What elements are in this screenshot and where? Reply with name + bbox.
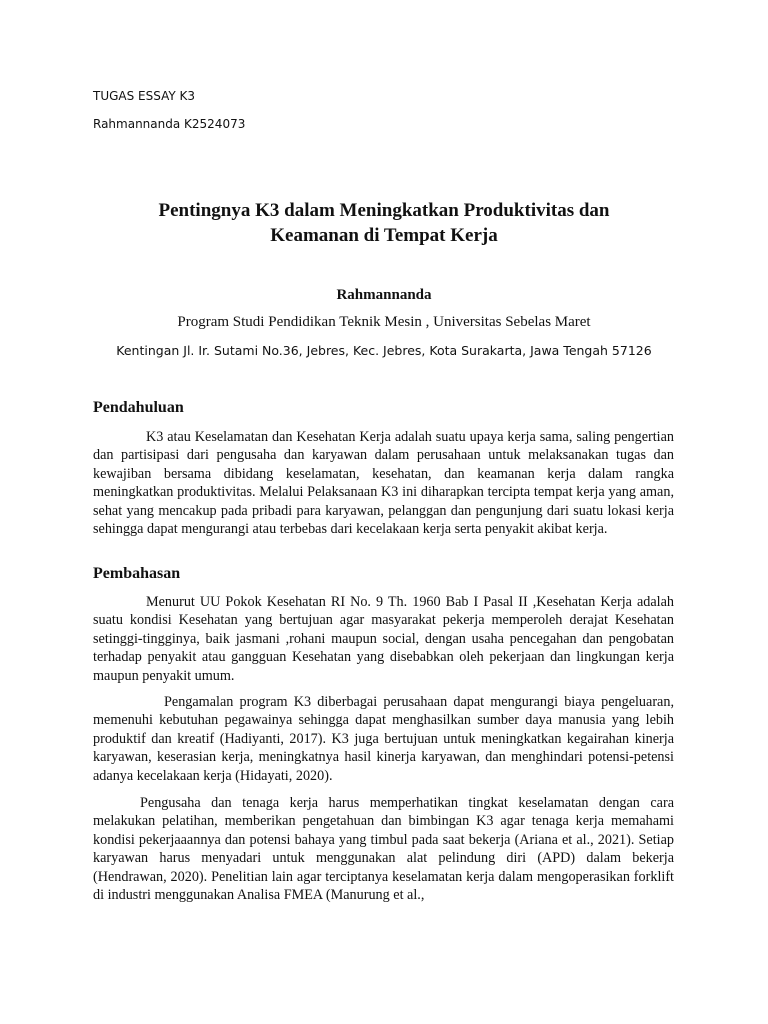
author-affiliation: Program Studi Pendidikan Teknik Mesin , Universitas Sebelas Maret [177, 314, 591, 330]
title-line-2: Keamanan di Tempat Kerja [270, 225, 498, 246]
section-heading-intro: Pendahuluan [93, 399, 184, 416]
title-line-1: Pentingnya K3 dalam Meningkatkan Produktivitas dan [158, 200, 610, 221]
document-title [60, 198, 708, 248]
author-name: Rahmannanda [336, 287, 432, 303]
author-address: Kentingan Jl. Ir. Sutami No.36, Jebres, Kec. Jebres, Kota Surakarta, Jawa Tengah 57126 [116, 343, 652, 358]
intro-paragraph: K3 atau Keselamatan dan Kesehatan Kerja adalah suatu upaya kerja sama, saling pengertian dan partisipasi dari pengusaha dan karyawan dalam perusahaan untuk melaksanakan tugas dan kewajiban bersama dibidang keselamatan, kesehatan, dan keamanan kerja dalam rangka meningkatkan produktivitas. Melalui Pelaksanaan K3 ini diharapkan tercipta tempat kerja yang aman, sehat yang mencakup pada pribadi para karyawan, pelanggan dan pengunjung dari suatu lokasi kerja sehingga dapat mengurangi atau terbebas dari kecelakaan kerja serta penyakit akibat kerja. [93, 429, 674, 538]
section-heading-discussion: Pembahasan [93, 565, 181, 582]
student-id-line: Rahmannanda K2524073 [93, 117, 246, 131]
assignment-label: TUGAS ESSAY K3 [93, 89, 196, 103]
discussion-paragraph-3: Pengusaha dan tenaga kerja harus memperhatikan tingkat keselamatan dengan cara melakukan pelatihan, memberikan pengetahuan dan bimbingan K3 agar tenaga kerja memahami kondisi pekerjaaannya dan potensi bahaya yang timbul pada saat bekerja (Ariana et al., 2021). Setiap karyawan harus menyadari untuk menggunakan alat pelindung diri (APD) dalam bekerja (Hendrawan, 2020). Penelitian lain agar terciptanya keselamatan kerja dalam mengoperasikan forklift di industri menggunakan Analisa FMEA (Manurung et al., [93, 795, 674, 904]
discussion-paragraph-2: Pengamalan program K3 diberbagai perusahaan dapat mengurangi biaya pengeluaran, memenuhi kebutuhan pegawainya sehingga dapat menghasilkan sumber daya manusia yang lebih produktif dan kreatif (Hadiyanti, 2017). K3 juga bertujuan untuk meningkatkan kegairahan kinerja karyawan, keserasian kerja, meningkatnya hasil kinerja karyawan, dan menghindari potensi-petensi adanya kecelakaan kerja (Hidayati, 2020). [93, 694, 674, 784]
discussion-paragraph-1: Menurut UU Pokok Kesehatan RI No. 9 Th. 1960 Bab I Pasal II ,Kesehatan Kerja adalah suatu kondisi Kesehatan yang bertujuan agar masyarakat pekerja memperoleh derajat Kesehatan setinggi-tingginya, baik jasmani ,rohani maupun social, dengan usaha pencegahan dan pengobatan terhadap penyakit atau gangguan Kesehatan yang disebabkan oleh pekerjaan dan lingkungan kerja maupun penyakit umum. [93, 594, 674, 684]
